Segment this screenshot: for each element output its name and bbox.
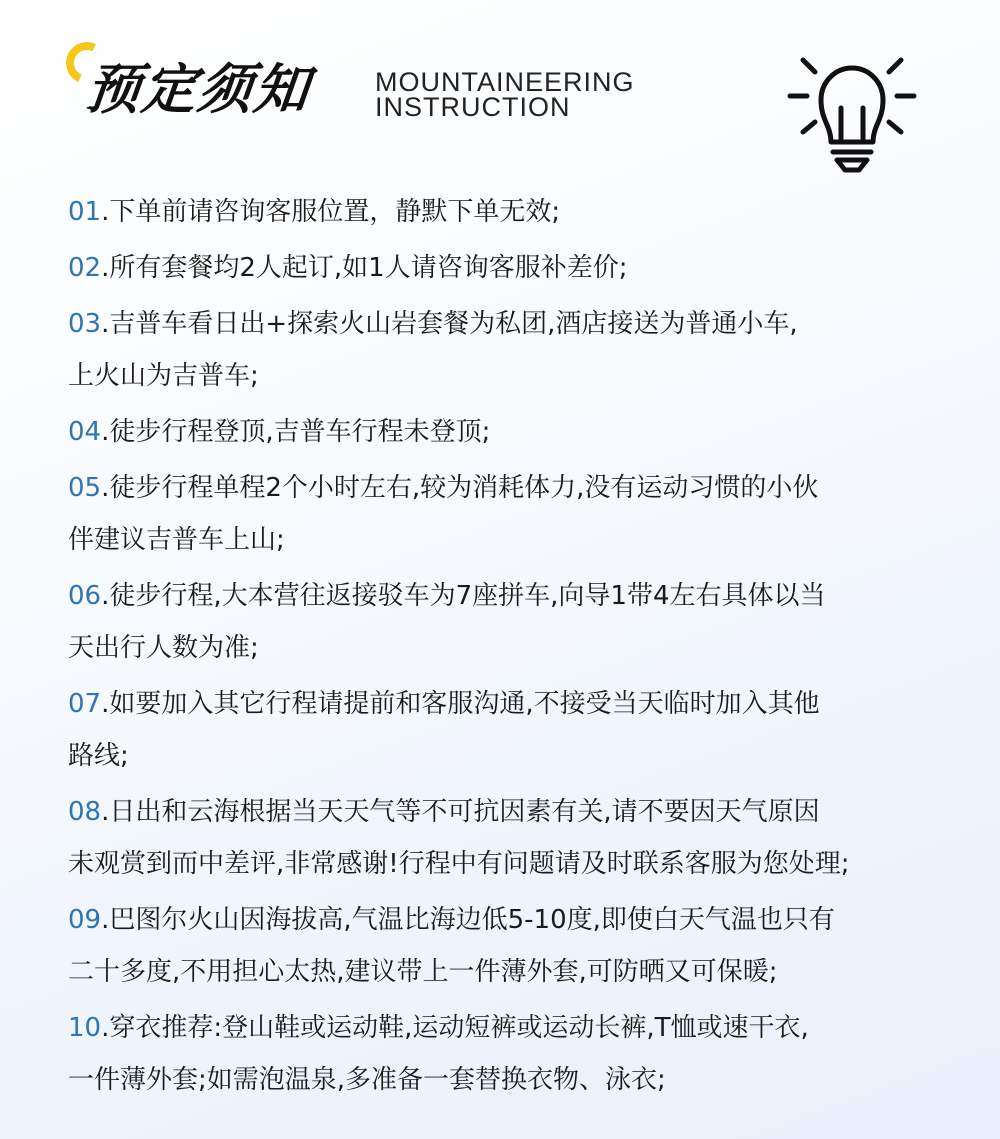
item-number: 02 xyxy=(68,253,102,283)
item-number: 04 xyxy=(68,417,102,447)
instruction-list xyxy=(68,186,988,1110)
item-number: 01 xyxy=(68,197,102,227)
list-item xyxy=(68,462,988,566)
item-text: .巴图尔火山因海拔高,气温比海边低5-10度,即使白天气温也只有 二十多度,不用担心太热,建议带上一件薄外套,可防晒又可保暖; xyxy=(68,905,835,987)
header xyxy=(0,0,1000,180)
item-text: .徒步行程单程2个小时左右,较为消耗体力,没有运动习惯的小伙 伴建议吉普车上山; xyxy=(68,473,819,555)
item-number: 08 xyxy=(68,797,102,827)
item-number: 05 xyxy=(68,473,102,503)
item-text: .下单前请咨询客服位置，静默下单无效; xyxy=(101,197,561,227)
lightbulb-icon xyxy=(785,52,919,178)
list-item xyxy=(68,786,988,890)
item-text: .日出和云海根据当天天气等不可抗因素有关,请不要因天气原因 未观赏到而中差评,非常感谢!行程中有问题请及时联系客服为您处理; xyxy=(68,797,850,879)
item-number: 06 xyxy=(68,581,102,611)
item-number: 03 xyxy=(68,309,102,339)
page-title: 预定须知 xyxy=(82,58,314,121)
page-subtitle xyxy=(375,67,635,122)
item-number: 09 xyxy=(68,905,102,935)
list-item xyxy=(68,242,988,294)
subtitle-line-1: MOUNTAINEERING xyxy=(375,67,635,97)
list-item xyxy=(68,298,988,402)
list-item xyxy=(68,570,988,674)
list-item xyxy=(68,894,988,998)
list-item xyxy=(68,678,988,782)
item-text: .徒步行程,大本营往返接驳车为7座拼车,向导1带4左右具体以当 天出行人数为准; xyxy=(68,581,826,663)
list-item xyxy=(68,406,988,458)
list-item xyxy=(68,1002,988,1106)
item-text: .吉普车看日出+探索火山岩套餐为私团,酒店接送为普通小车, 上火山为吉普车; xyxy=(68,309,798,391)
item-number: 10 xyxy=(68,1013,102,1043)
list-item xyxy=(68,186,988,238)
item-text: .所有套餐均2人起订,如1人请咨询客服补差价; xyxy=(101,253,628,283)
item-text: .如要加入其它行程请提前和客服沟通,不接受当天临时加入其他 路线; xyxy=(68,689,820,771)
item-text: .穿衣推荐:登山鞋或运动鞋,运动短裤或运动长裤,T恤或速干衣, 一件薄外套;如需泡温泉,多准备一套替换衣物、泳衣; xyxy=(68,1013,809,1095)
item-text: .徒步行程登顶,吉普车行程未登顶; xyxy=(101,417,491,447)
subtitle-line-2: INSTRUCTION xyxy=(375,92,571,122)
item-number: 07 xyxy=(68,689,102,719)
